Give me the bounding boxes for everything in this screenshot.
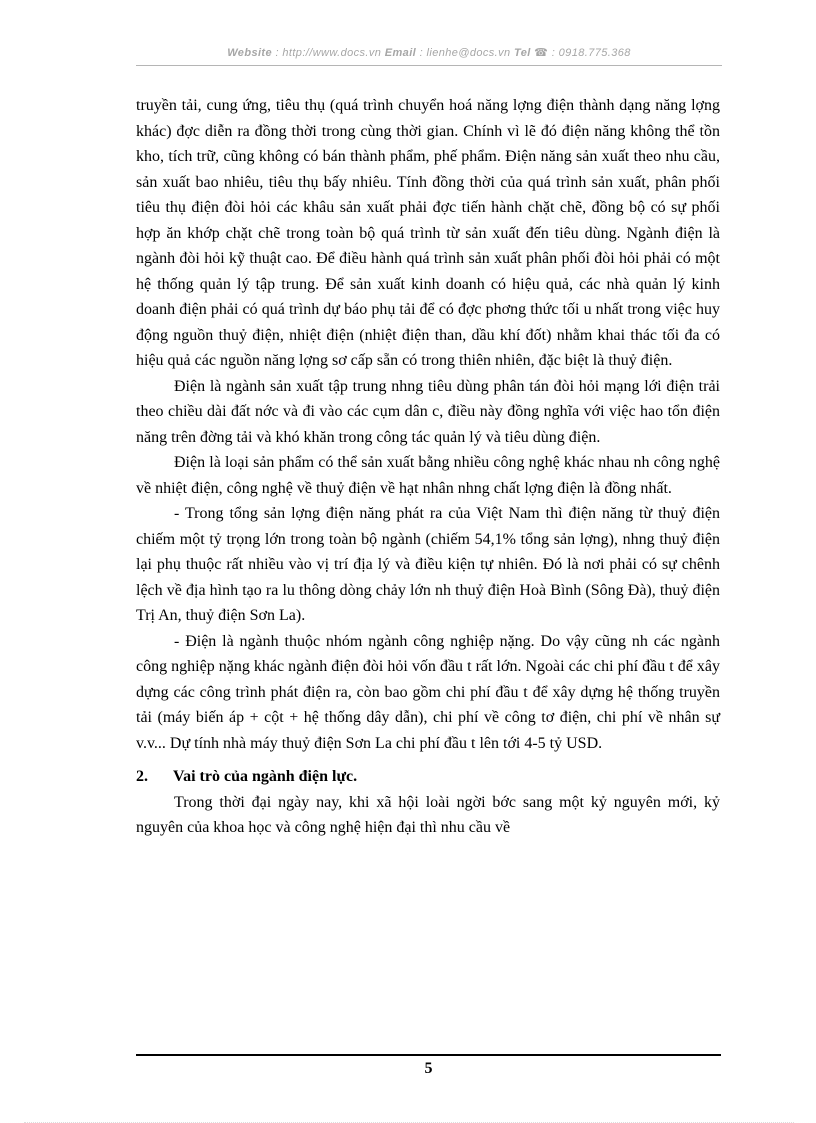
phone-icon: ☎ (534, 47, 549, 59)
website-label: Website (227, 47, 272, 59)
paragraph-6: Trong thời đại ngày nay, khi xã hội loài ngời bớc sang một kỷ nguyên mới, kỷ nguyên của khoa học và công nghệ hiện đại thì nhu cầu về (136, 793, 720, 836)
footer-rule (136, 1054, 721, 1056)
website-value: : http://www.docs.vn (275, 47, 382, 59)
header-rule (136, 65, 722, 66)
page-header (136, 46, 722, 59)
paragraph-4: - Trong tổng sản lợng điện năng phát ra của Việt Nam thì điện năng từ thuỷ điện chiếm một tỷ trọng lớn trong toàn bộ ngành (chiếm 54,1% tổng sản lợng), nhng thuỷ điện lại phụ thuộc rất nhiều vào vị trí địa lý và điều kiện tự nhiên. Đó là nơi phải có sự chênh lệch về địa hình tạo ra lu thông dòng chảy lớn nh thuỷ điện Hoà Bình (Sông Đà), thuỷ điện Trị An, thuỷ điện Sơn La). (136, 505, 720, 624)
page-number: 5 (424, 1060, 433, 1077)
email-value: : lienhe@docs.vn (419, 47, 511, 59)
paragraph-1: truyền tải, cung ứng, tiêu thụ (quá trình chuyển hoá năng lợng điện thành dạng năng lợng khác) đợc diễn ra đồng thời trong cùng thời gian. Chính vì lẽ đó điện năng không thể tồn kho, tích trữ, cũng không có bán thành phẩm, phế phẩm. Điện năng sản xuất theo nhu cầu, sản xuất bao nhiêu, tiêu thụ bấy nhiêu. Tính đồng thời của quá trình sản xuất, phân phối tiêu thụ điện đòi hỏi các khâu sản xuất phải đợc tiến hành chặt chẽ, đồng bộ có sự phối hợp ăn khớp chặt chẽ trong toàn bộ quá trình từ sản xuất đến tiêu dùng. Ngành điện là ngành đòi hỏi kỹ thuật cao. Để điều hành quá trình sản xuất phân phối đòi hỏi phải có một hệ thống quản lý tập trung. Để sản xuất kinh doanh có hiệu quả, các nhà quản lý kinh doanh điện phải có quá trình dự báo phụ tải để có đợc phơng thức tối u nhất trong việc huy động nguồn thuỷ điện, nhiệt điện (nhiệt điện than, dầu khí đốt) nhằm khai thác tối đa có hiệu quả các nguồn năng lợng sơ cấp sẵn có trong thiên nhiên, đặc biệt là thuỷ điện. (136, 97, 720, 369)
email-label: Email (384, 47, 417, 59)
document-body (136, 93, 720, 841)
section-heading (136, 764, 720, 790)
section-title: Vai trò của ngành điện lực. (173, 768, 358, 785)
tel-label: Tel (514, 47, 531, 59)
tel-value: : 0918.775.368 (551, 47, 631, 59)
section-number: 2. (136, 768, 148, 785)
paragraph-5: - Điện là ngành thuộc nhóm ngành công nghiệp nặng. Do vậy cũng nh các ngành công nghiệp nặng khác ngành điện đòi hỏi vốn đầu t rất lớn. Ngoài các chi phí đầu t để xây dựng các công trình phát điện ra, còn bao gồm chi phí đầu t để xây dựng hệ thống truyền tải (máy biến áp + cột + hệ thống dây dẫn), chi phí về công tơ điện, chi phí về nhân sự v.v... Dự tính nhà máy thuỷ điện Sơn La chi phí đầu t lên tới 4-5 tỷ USD. (136, 632, 720, 752)
paragraph-3: Điện là loại sản phẩm có thể sản xuất bằng nhiều công nghệ khác nhau nh công nghệ về nhiệt điện, công nghệ về thuỷ điện về hạt nhân nhng chất lợng điện là đồng nhất. (136, 454, 720, 497)
paragraph-2: Điện là ngành sản xuất tập trung nhng tiêu dùng phân tán đòi hỏi mạng lới điện trải theo chiều dài đất nớc và đi vào các cụm dân c, điều này đồng nghĩa với việc hao tổn điện năng trên đờng tải và khó khăn trong công tác quản lý và tiêu dùng điện. (136, 377, 720, 446)
